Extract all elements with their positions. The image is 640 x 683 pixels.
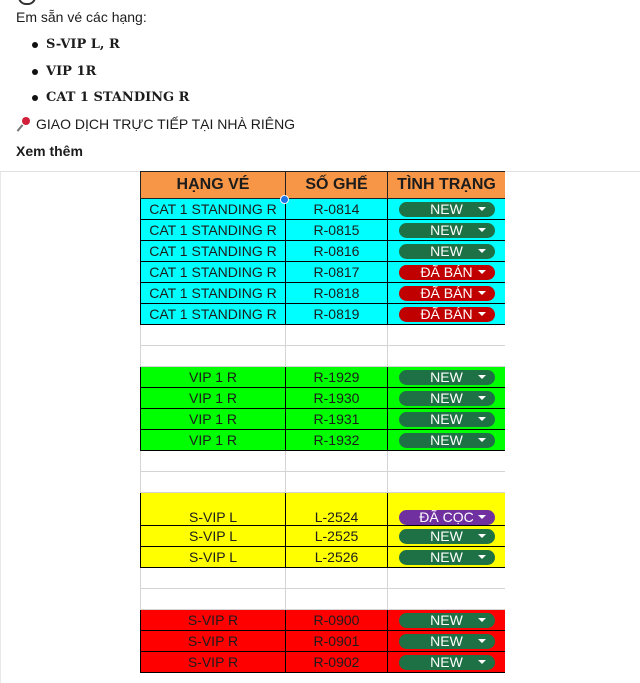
tier-cell: CAT 1 STANDING R (141, 241, 286, 262)
empty-row (141, 325, 506, 346)
table-row (141, 652, 506, 673)
table-row (141, 547, 506, 568)
status-dropdown[interactable] (399, 510, 495, 525)
selection-handle (280, 195, 289, 204)
deal-text: GIAO DỊCH TRỰC TIẾP TẠI NHÀ RIÊNG (36, 116, 296, 132)
table-row (141, 304, 506, 325)
empty-cell (388, 325, 506, 346)
status-dropdown[interactable] (399, 265, 495, 280)
tier-cell: VIP 1 R (141, 409, 286, 430)
status-cell (388, 262, 506, 283)
empty-cell (286, 325, 388, 346)
status-dropdown[interactable] (399, 529, 495, 544)
seat-cell: R-1932 (286, 430, 388, 451)
status-label: NEW (430, 633, 463, 650)
column-header-status: TÌNH TRẠNG (388, 172, 506, 199)
status-dropdown[interactable] (399, 634, 495, 649)
seat-cell: L-2524 (286, 493, 388, 526)
tier-cell: S-VIP L (141, 493, 286, 526)
column-header-seat: SỐ GHẾ (286, 172, 388, 199)
table-row (141, 220, 506, 241)
list-item: CAT 1 STANDING R (32, 87, 189, 114)
empty-cell (286, 451, 388, 472)
status-label: NEW (430, 411, 463, 428)
list-item: S-VIP L, R (32, 34, 189, 61)
status-cell (388, 241, 506, 262)
dropdown-arrow-icon (478, 555, 486, 559)
tier-cell: S-VIP L (141, 526, 286, 547)
status-cell (388, 409, 506, 430)
tier-cell: S-VIP R (141, 610, 286, 631)
status-label: NEW (430, 243, 463, 260)
dropdown-arrow-icon (478, 639, 486, 643)
table-row (141, 493, 506, 526)
status-dropdown[interactable] (399, 391, 495, 406)
post-border (0, 171, 1, 683)
table-row (141, 610, 506, 631)
status-label: NEW (430, 222, 463, 239)
empty-cell (141, 568, 286, 589)
empty-cell (388, 451, 506, 472)
empty-cell (286, 472, 388, 493)
dropdown-arrow-icon (478, 375, 486, 379)
empty-row (141, 451, 506, 472)
table-row (141, 367, 506, 388)
reaction-icon-fragment (18, 0, 36, 5)
status-cell (388, 610, 506, 631)
seat-cell: L-2525 (286, 526, 388, 547)
table-row (141, 631, 506, 652)
seat-cell: R-1929 (286, 367, 388, 388)
empty-row (141, 589, 506, 610)
status-label: ĐÃ BÁN (420, 264, 473, 281)
tier-cell: S-VIP R (141, 652, 286, 673)
status-label: NEW (430, 390, 463, 407)
deal-line (16, 116, 295, 132)
status-label: NEW (430, 432, 463, 449)
tier-cell: CAT 1 STANDING R (141, 220, 286, 241)
tier-cell: S-VIP R (141, 631, 286, 652)
tier-cell: VIP 1 R (141, 388, 286, 409)
status-label: NEW (430, 612, 463, 629)
status-dropdown[interactable] (399, 613, 495, 628)
status-dropdown[interactable] (399, 370, 495, 385)
table-row (141, 388, 506, 409)
table-row (141, 409, 506, 430)
empty-cell (388, 589, 506, 610)
status-cell (388, 304, 506, 325)
status-label: NEW (430, 654, 463, 671)
list-item: VIP 1R (32, 61, 189, 88)
seat-cell: R-1931 (286, 409, 388, 430)
ticket-table (140, 171, 505, 673)
tier-cell: VIP 1 R (141, 367, 286, 388)
seat-cell: R-0817 (286, 262, 388, 283)
status-dropdown[interactable] (399, 550, 495, 565)
empty-cell (141, 325, 286, 346)
seat-cell: R-0902 (286, 652, 388, 673)
post-intro: Em sẵn vé các hạng: (16, 9, 147, 25)
empty-cell (141, 472, 286, 493)
seat-cell: R-1930 (286, 388, 388, 409)
pushpin-icon (16, 116, 32, 132)
status-label: NEW (430, 528, 463, 545)
dropdown-arrow-icon (478, 249, 486, 253)
tier-cell: CAT 1 STANDING R (141, 199, 286, 220)
empty-cell (141, 346, 286, 367)
seat-cell: R-0819 (286, 304, 388, 325)
dropdown-arrow-icon (478, 312, 486, 316)
table-row (141, 199, 506, 220)
table-row (141, 430, 506, 451)
empty-cell (286, 589, 388, 610)
empty-cell (141, 589, 286, 610)
empty-cell (286, 346, 388, 367)
seat-cell: R-0818 (286, 283, 388, 304)
seat-cell: R-0901 (286, 631, 388, 652)
empty-cell (388, 568, 506, 589)
status-dropdown[interactable] (399, 655, 495, 670)
status-label: ĐÃ BÁN (420, 285, 473, 302)
table-row (141, 262, 506, 283)
status-label: ĐÃ CỌC (419, 509, 474, 525)
dropdown-arrow-icon (478, 660, 486, 664)
dropdown-arrow-icon (478, 438, 486, 442)
dropdown-arrow-icon (478, 207, 486, 211)
empty-cell (141, 451, 286, 472)
status-cell (388, 367, 506, 388)
empty-row (141, 346, 506, 367)
empty-row (141, 472, 506, 493)
empty-cell (388, 472, 506, 493)
dropdown-arrow-icon (478, 291, 486, 295)
dropdown-arrow-icon (478, 228, 486, 232)
seat-cell: R-0816 (286, 241, 388, 262)
status-dropdown[interactable] (399, 244, 495, 259)
dropdown-arrow-icon (478, 515, 486, 519)
status-dropdown[interactable] (399, 433, 495, 448)
seat-cell: R-0815 (286, 220, 388, 241)
dropdown-arrow-icon (478, 417, 486, 421)
table-row (141, 526, 506, 547)
ticket-spreadsheet-image[interactable] (140, 171, 505, 683)
status-label: ĐÃ BÁN (420, 306, 473, 323)
tier-cell: S-VIP L (141, 547, 286, 568)
status-cell (388, 547, 506, 568)
tier-cell: CAT 1 STANDING R (141, 304, 286, 325)
seat-cell: R-0814 (286, 199, 388, 220)
status-label: NEW (430, 549, 463, 566)
status-label: NEW (430, 369, 463, 386)
empty-row (141, 568, 506, 589)
seat-cell: R-0900 (286, 610, 388, 631)
dropdown-arrow-icon (478, 618, 486, 622)
table-row (141, 241, 506, 262)
column-header-tier: HẠNG VÉ (141, 172, 286, 199)
tier-cell: VIP 1 R (141, 430, 286, 451)
tier-cell: CAT 1 STANDING R (141, 262, 286, 283)
status-cell (388, 526, 506, 547)
status-cell (388, 199, 506, 220)
status-cell (388, 430, 506, 451)
tier-cell: CAT 1 STANDING R (141, 283, 286, 304)
tier-list (32, 34, 189, 114)
status-cell (388, 493, 506, 526)
status-label: NEW (430, 201, 463, 218)
empty-cell (286, 568, 388, 589)
status-cell (388, 631, 506, 652)
table-row (141, 283, 506, 304)
status-cell (388, 652, 506, 673)
status-dropdown[interactable] (399, 412, 495, 427)
status-dropdown[interactable] (399, 202, 495, 217)
status-cell (388, 388, 506, 409)
see-more-link[interactable]: Xem thêm (16, 143, 83, 159)
status-cell (388, 283, 506, 304)
dropdown-arrow-icon (478, 396, 486, 400)
empty-cell (388, 346, 506, 367)
status-dropdown[interactable] (399, 286, 495, 301)
status-dropdown[interactable] (399, 223, 495, 238)
seat-cell: L-2526 (286, 547, 388, 568)
status-cell (388, 220, 506, 241)
dropdown-arrow-icon (478, 270, 486, 274)
status-dropdown[interactable] (399, 307, 495, 322)
dropdown-arrow-icon (478, 534, 486, 538)
